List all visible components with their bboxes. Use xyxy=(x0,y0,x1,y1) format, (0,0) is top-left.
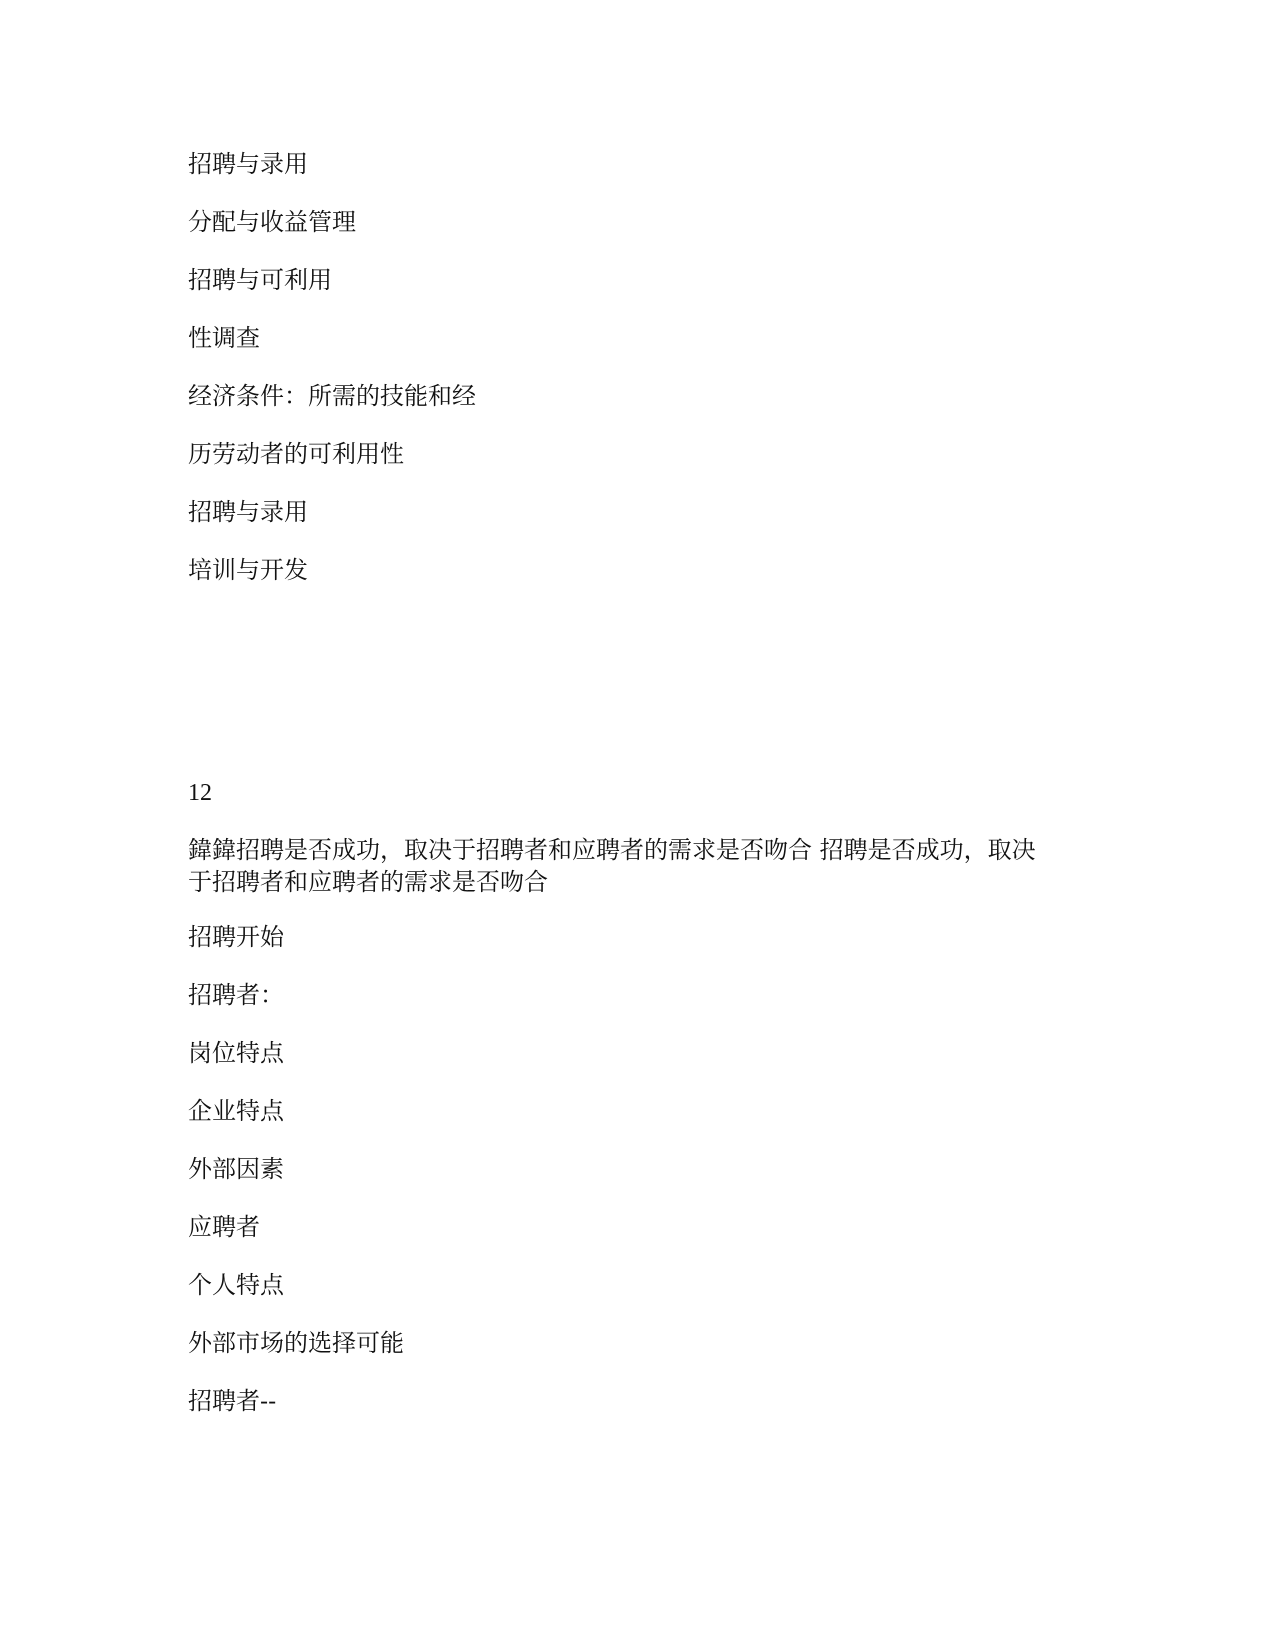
text-line: 招聘者： xyxy=(188,981,284,1009)
paragraph-line: 鍏鍏招聘是否成功，取决于招聘者和应聘者的需求是否吻合 招聘是否成功，取决 xyxy=(188,836,1036,864)
text-line: 分配与收益管理 xyxy=(188,208,356,236)
text-line: 外部市场的选择可能 xyxy=(188,1329,404,1357)
text-line: 经济条件：所需的技能和经 xyxy=(188,382,476,410)
text-line: 培训与开发 xyxy=(188,556,308,584)
text-line: 岗位特点 xyxy=(188,1039,284,1067)
text-line: 招聘与可利用 xyxy=(188,266,332,294)
text-line: 招聘与录用 xyxy=(188,498,308,526)
text-line: 应聘者 xyxy=(188,1213,260,1241)
page-number: 12 xyxy=(188,780,212,806)
text-line: 招聘者-- xyxy=(188,1387,277,1415)
text-line: 外部因素 xyxy=(188,1155,284,1183)
text-line: 企业特点 xyxy=(188,1097,284,1125)
text-line: 招聘与录用 xyxy=(188,150,308,178)
text-line: 个人特点 xyxy=(188,1271,284,1299)
paragraph-line: 于招聘者和应聘者的需求是否吻合 xyxy=(188,868,548,896)
paragraph xyxy=(188,834,1088,898)
text-line: 历劳动者的可利用性 xyxy=(188,440,404,468)
text-line: 性调查 xyxy=(188,324,260,352)
text-line: 招聘开始 xyxy=(188,923,284,951)
